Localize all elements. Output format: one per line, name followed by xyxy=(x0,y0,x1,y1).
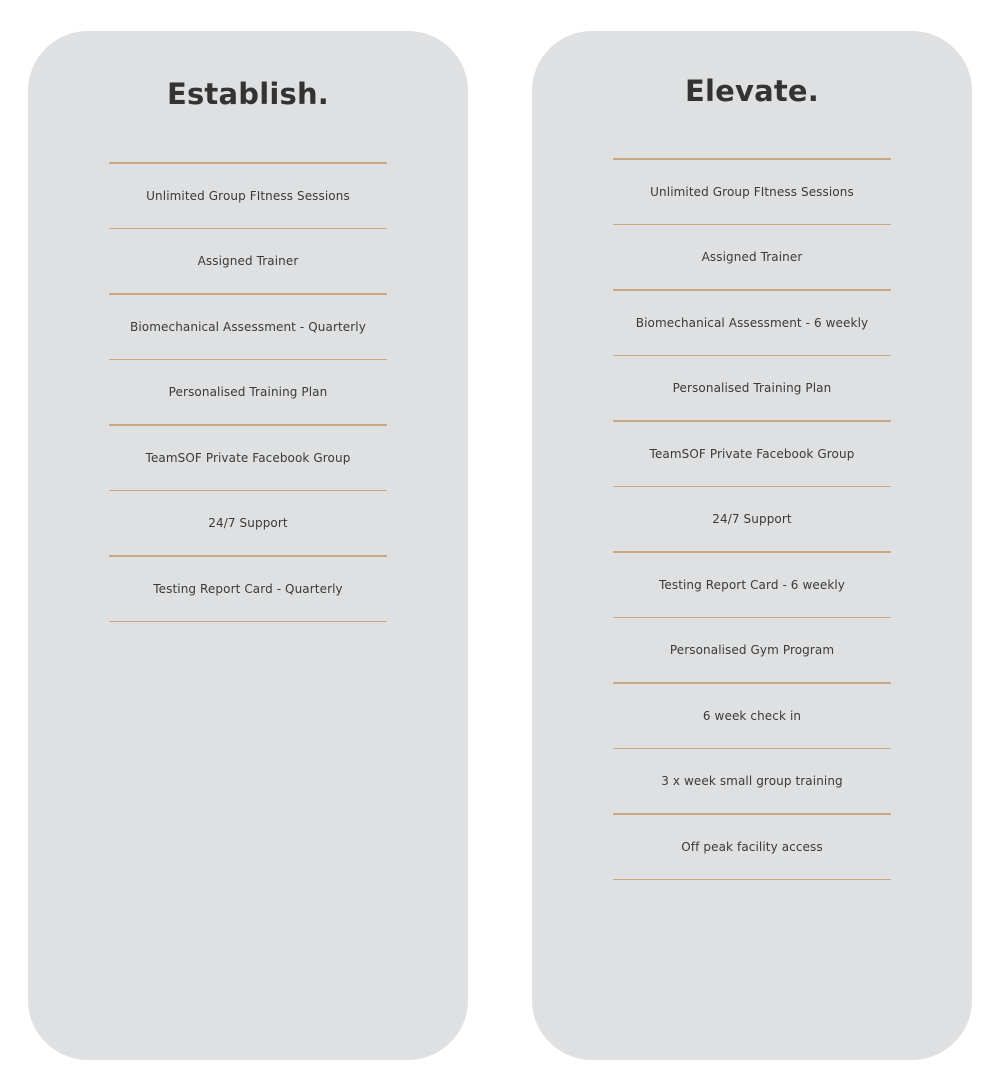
feature-item: Testing Report Card - Quarterly xyxy=(153,581,343,596)
feature-item: Unlimited Group FItness Sessions xyxy=(146,188,350,203)
feature-item: Personalised Gym Program xyxy=(669,643,835,657)
plan-title: Establish. xyxy=(166,77,330,111)
feature-item: 3 x week small group training xyxy=(661,774,843,788)
feature-item: Assigned Trainer xyxy=(197,254,299,268)
feature-item: 24/7 Support xyxy=(208,516,288,530)
feature-item: Personalised Training Plan xyxy=(672,381,832,395)
feature-item: Off peak facility access xyxy=(681,839,823,854)
divider xyxy=(109,621,387,623)
plan-card-establish xyxy=(28,31,468,1060)
feature-item: 24/7 Support xyxy=(712,512,792,526)
feature-item: Personalised Training Plan xyxy=(168,385,328,399)
plan-card-elevate xyxy=(532,31,972,1060)
feature-item: Unlimited Group FItness Sessions xyxy=(650,184,854,199)
feature-list xyxy=(532,158,972,880)
feature-item: TeamSOF Private Facebook Group xyxy=(649,446,855,461)
feature-item: 6 week check in xyxy=(702,708,802,723)
feature-list xyxy=(28,162,468,622)
feature-item: Testing Report Card - 6 weekly xyxy=(658,577,846,592)
feature-item: Biomechanical Assessment - Quarterly xyxy=(130,319,366,334)
feature-item: TeamSOF Private Facebook Group xyxy=(145,450,351,465)
feature-item: Biomechanical Assessment - 6 weekly xyxy=(635,315,869,330)
feature-item: Assigned Trainer xyxy=(701,250,803,264)
divider xyxy=(613,879,891,881)
plan-title: Elevate. xyxy=(684,74,820,108)
